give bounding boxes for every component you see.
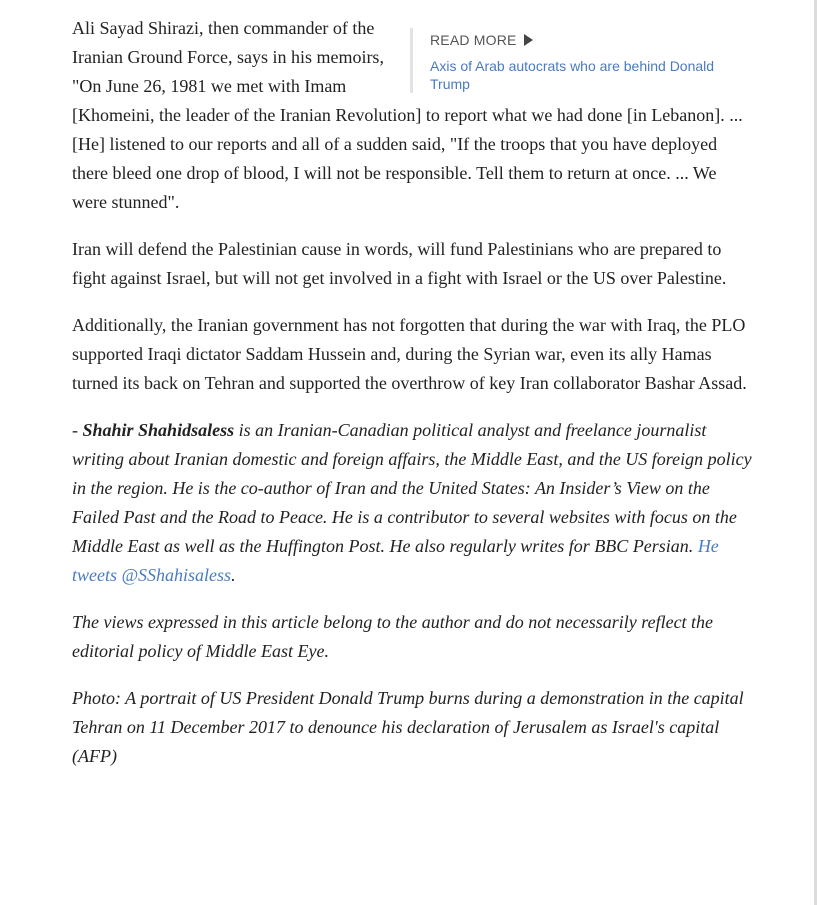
read-more-link[interactable]: Axis of Arab autocrats who are behind Donald Trump: [430, 58, 715, 92]
editorial-disclaimer: The views expressed in this article belong to the author and do not necessarily reflect the editorial policy of Middle East Eye.: [72, 612, 714, 661]
article-paragraph: Ali Sayad Shirazi, then commander of the Iranian Ground Force, says in his memoirs, "On June 26, 1981 we met with Imam [Khomeini, the leader of the Iranian Revolution] to report what we had done [in Lebanon]. ... [He] listened to our reports and all of a sudden said, "If the troops that you have deployed there bleed one drop of blood, I will not be responsible. Tell them to return at once. ... We were stunned".: [72, 18, 743, 212]
bio-suffix: .: [231, 565, 236, 585]
bio-text: is an Iranian-Canadian political analyst and freelance journalist writing about Iranian domestic and foreign affairs, the Middle East, and the US foreign policy in the region. He is the co-author of Iran and the United States: An Insider’s View on the Failed Past and the Road to Peace. He is a contributor to several websites with focus on the Middle East as well as the Huffington Post. He also regularly writes for BBC Persian.: [72, 420, 752, 556]
photo-caption: Photo: A portrait of US President Donald Trump burns during a demonstration in the capital Tehran on 11 December 2017 to denounce his declaration of Jerusalem as Israel's capital (AFP): [72, 688, 744, 766]
read-more-box: [410, 28, 752, 93]
bio-prefix: -: [72, 420, 83, 440]
article-paragraph: Additionally, the Iranian government has not forgotten that during the war with Iraq, the PLO supported Iraqi dictator Saddam Hussein and, during the Syrian war, even its ally Hamas turned its back on Tehran and supported the overthrow of key Iran collaborator Bashar Assad.: [72, 315, 747, 393]
article-paragraph: Iran will defend the Palestinian cause in words, will fund Palestinians who are prepared to fight against Israel, but will not get involved in a fight with Israel or the US over Palestine.: [72, 239, 727, 288]
read-more-label: READ MORE: [430, 32, 517, 48]
read-more-heading: [430, 30, 752, 50]
author-name: Shahir Shahidsaless: [82, 420, 235, 440]
article-body: [72, 14, 752, 789]
twitter-link[interactable]: He tweets @SShahisaless: [72, 536, 719, 585]
play-arrow-icon: [524, 34, 533, 46]
author-bio: [72, 416, 752, 590]
